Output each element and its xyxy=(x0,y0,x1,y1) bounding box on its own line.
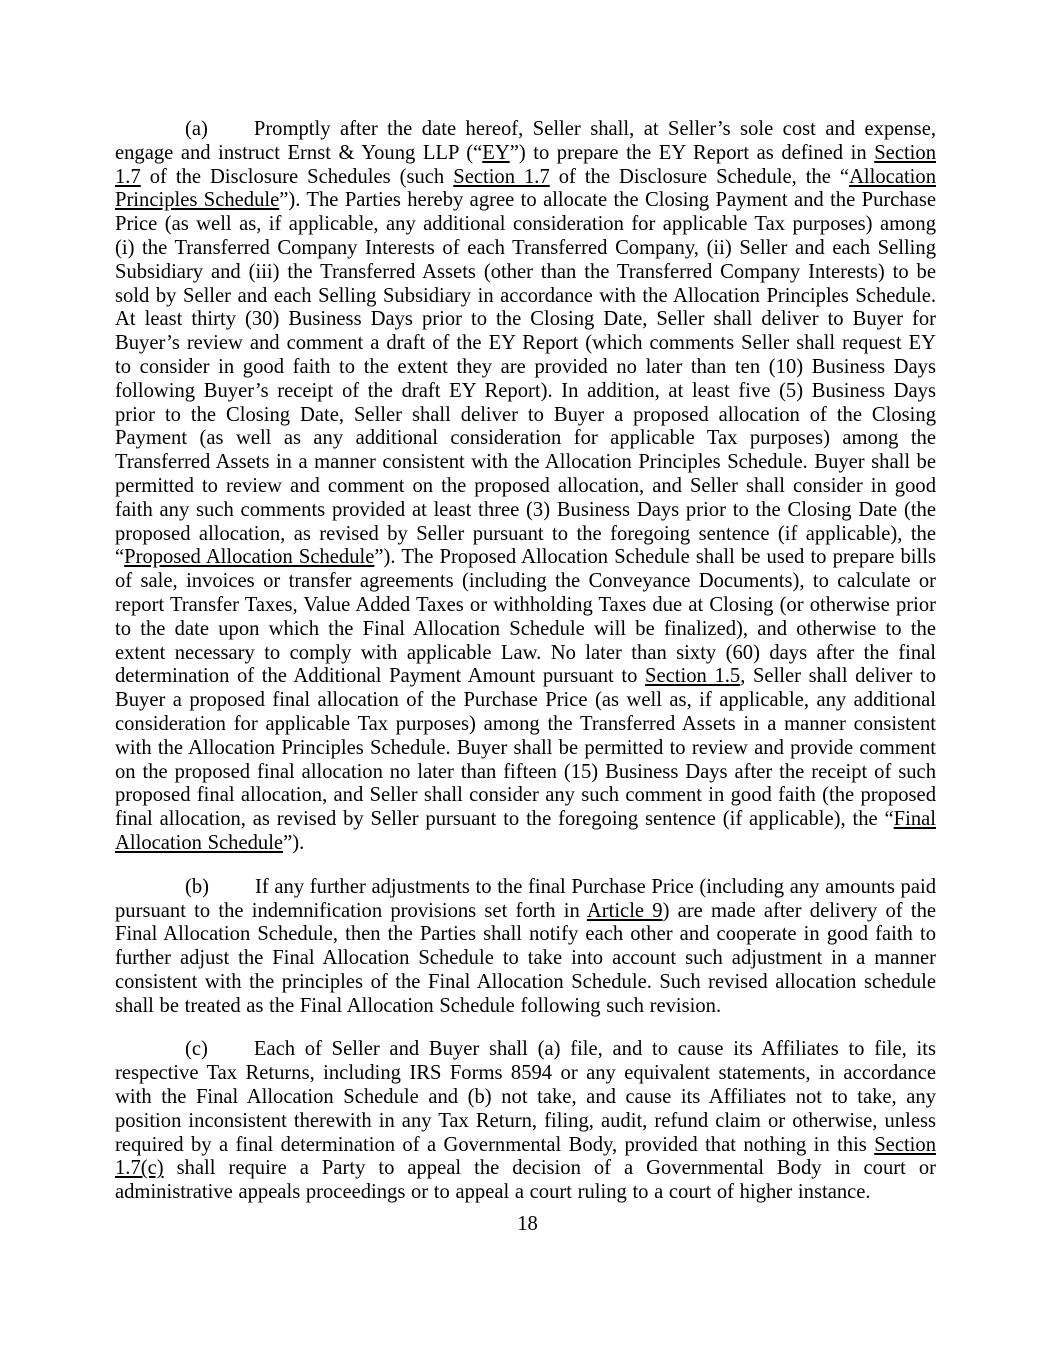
text-run: shall require a Party to appeal the decision of a Governmental Body in court or administrative appeals proceedings or to appeal a court ruling to a court of higher instance. xyxy=(115,1157,936,1204)
text-run: Each of Seller and Buyer shall (a) file, and to cause its Affiliates to file, its respective Tax Returns, including IRS Forms 8594 or any equivalent statements, in accordance with the Final Allocation Schedule and (b) not take, and cause its Affiliates not to take, any position inconsistent therewith in any Tax Return, filing, audit, refund claim or otherwise, unless required by a final determination of a Governmental Body, provided that nothing in this xyxy=(115,1038,936,1156)
underlined-term: Proposed Allocation Schedule xyxy=(124,546,375,569)
underlined-term: EY xyxy=(482,141,510,164)
underlined-term: Final Allocation Schedule xyxy=(115,808,936,854)
text-run: ”) to prepare the EY Report as defined in xyxy=(509,141,875,164)
text-run: ”). xyxy=(283,831,305,854)
text-run: Promptly after the date hereof, Seller shall, at Seller’s sole cost and expense, engage and instruct Ernst & Young LLP (“ xyxy=(115,118,936,164)
text-run: , Seller shall deliver to Buyer a proposed final allocation of the Purchase Price (as well as, if applicable, any additional consideration for applicable Tax purposes) among the Transferred Assets in a manner consistent with the Allocation Principles Schedule. Buyer shall be permitted to review and provide comment on the proposed final allocation no later than fifteen (15) Business Days after the receipt of such proposed final allocation, and Seller shall consider any such comment in good faith (the proposed final allocation, as revised by Seller pursuant to the foregoing sentence (if applicable), the “ xyxy=(115,665,936,831)
text-run: of the Disclosure Schedule, the “ xyxy=(549,165,850,188)
underlined-term: Section 1.5 xyxy=(645,665,741,688)
paragraph-c xyxy=(115,1038,936,1205)
text-run: of the Disclosure Schedules (such xyxy=(140,165,454,188)
page-number: 18 xyxy=(517,1213,538,1235)
underlined-term: Section 1.7 xyxy=(115,141,936,188)
paragraph-b xyxy=(115,876,936,1019)
text-run: ”). The Proposed Allocation Schedule shall be used to prepare bills of sale, invoices or transfer agreements (including the Conveyance Documents), to calculate or report Transfer Taxes, Value Added Taxes or withholding Taxes due at Closing (or otherwise prior to the date upon which the Final Allocation Schedule will be finalized), and otherwise to the extent necessary to comply with applicable Law. No later than sixty (60) days after the final determination of the Additional Payment Amount pursuant to xyxy=(115,546,936,688)
document-body xyxy=(115,118,936,1205)
text-run: (c) xyxy=(185,1038,208,1061)
underlined-term: Section 1.7(c) xyxy=(115,1133,936,1180)
underlined-term: Allocation Principles Schedule xyxy=(115,165,936,212)
text-run: (a) xyxy=(185,118,208,140)
underlined-term: Section 1.7 xyxy=(453,165,550,188)
text-run: (b) xyxy=(185,875,210,898)
text-run: If any further adjustments to the final Purchase Price (including any amounts paid pursuant to the indemnification provisions set forth in xyxy=(115,875,936,922)
text-run: ) are made after delivery of the Final Allocation Schedule, then the Parties shall notify each other and cooperate in good faith to further adjust the Final Allocation Schedule to take into account such adjustment in a manner consistent with the principles of the Final Allocation Schedule. Such revised allocation schedule shall be treated as the Final Allocation Schedule following such revision. xyxy=(115,899,937,1017)
paragraph-a xyxy=(115,118,936,856)
underlined-term: Article 9 xyxy=(586,899,663,922)
text-run: ”). The Parties hereby agree to allocate the Closing Payment and the Purchase Price (as well as, if applicable, any additional consideration for applicable Tax purposes) among (i) the Transferred Company Interests of each Transferred Company, (ii) Seller and each Selling Subsidiary and (iii) the Transferred Assets (other than the Transferred Company Interests) to be sold by Seller and each Selling Subsidiary in accordance with the Allocation Principles Schedule. At least thirty (30) Business Days prior to the Closing Date, Seller shall deliver to Buyer for Buyer’s review and comment a draft of the EY Report (which comments Seller shall request EY to consider in good faith to the extent they are provided no later than ten (10) Business Days following Buyer’s receipt of the draft EY Report). In addition, at least five (5) Business Days prior to the Closing Date, Seller shall deliver to Buyer a proposed allocation of the Closing Payment (as well as any additional consideration for applicable Tax purposes) among the Transferred Assets in a manner consistent with the Allocation Principles Schedule. Buyer shall be permitted to review and comment on the proposed allocation, and Seller shall consider in good faith any such comments provided at least three (3) Business Days prior to the Closing Date (the proposed allocation, as revised by Seller pursuant to the foregoing sentence (if applicable), the “ xyxy=(115,189,936,569)
